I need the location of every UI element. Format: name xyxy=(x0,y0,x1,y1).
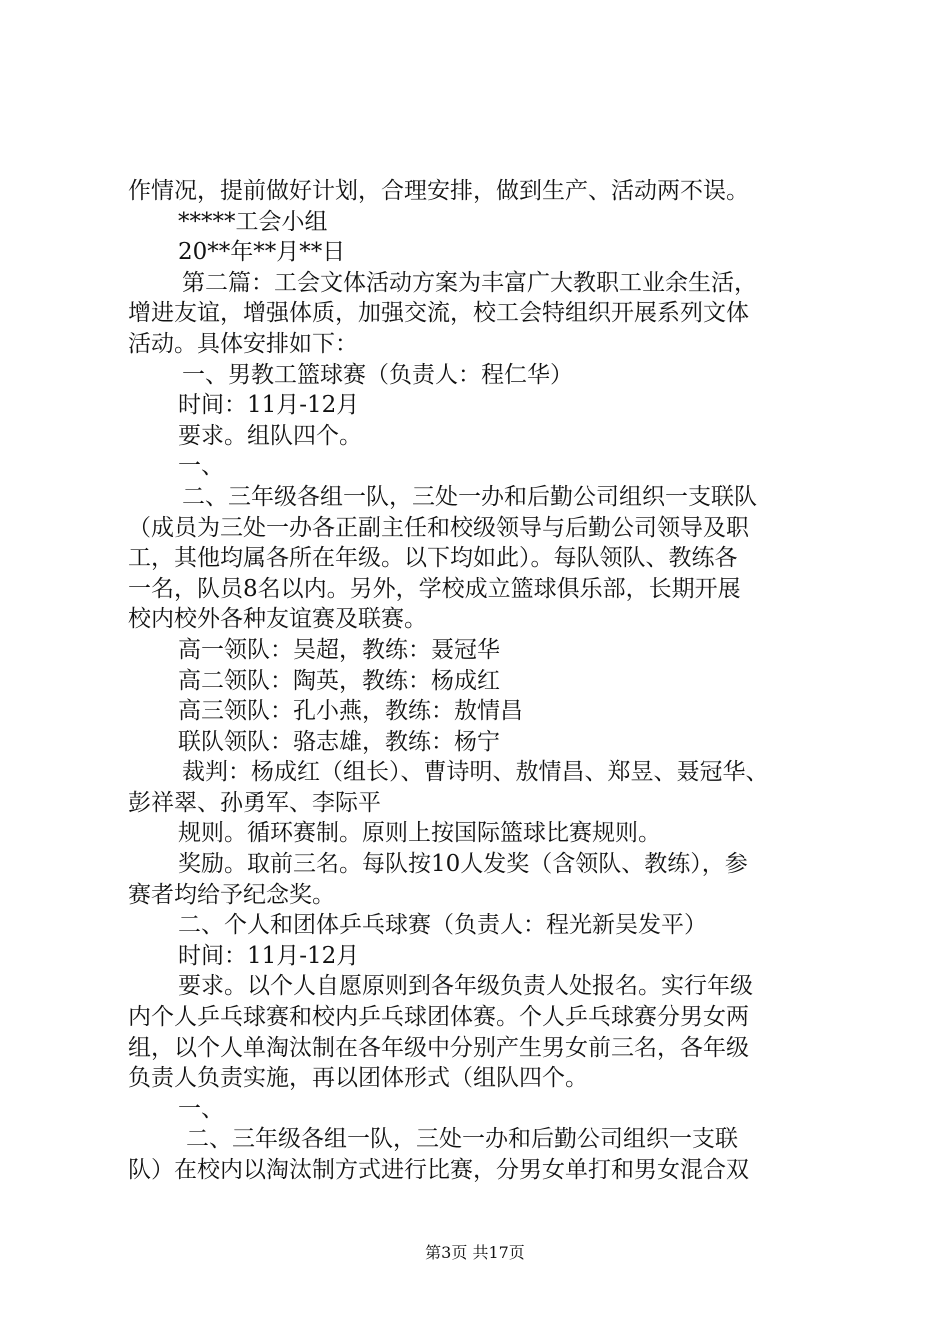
team-line: 高三领队：孔小燕，教练：敖情昌 xyxy=(178,698,523,725)
text-line: 赛者均给予纪念奖。 xyxy=(128,881,335,908)
text-line: 组，以个人单淘汰制在各年级中分别产生男女前三名，各年级 xyxy=(128,1034,749,1061)
text-line: 奖励。取前三名。每队按10人发奖（含领队、教练），参 xyxy=(178,851,748,878)
team-line: 联队领队：骆志雄，教练：杨宁 xyxy=(178,728,500,755)
text-line: 一、 xyxy=(178,453,224,480)
document-body xyxy=(128,176,838,1186)
text-line: 时间：11月-12月 xyxy=(178,942,360,969)
text-line: 一名，队员8名以内。另外，学校成立篮球俱乐部，长期开展 xyxy=(128,575,741,602)
text-line: 增进友谊，增强体质，加强交流，校工会特组织开展系列文体 xyxy=(128,300,749,327)
page-number: 第3页 共17页 xyxy=(425,1243,525,1262)
item-heading-table-tennis: 二、个人和团体乒乓球赛（负责人：程光新吴发平） xyxy=(178,912,707,939)
text-line: 要求。组队四个。 xyxy=(178,422,362,449)
text-line: 彭祥翠、孙勇军、李际平 xyxy=(128,789,381,816)
signature-date: 20**年**月**日 xyxy=(178,239,346,266)
team-line: 高一领队：吴超，教练：聂冠华 xyxy=(178,636,500,663)
text-line: 二、三年级各组一队，三处一办和后勤公司组织一支联队 xyxy=(182,483,757,510)
text-line: 工，其他均属各所在年级。以下均如此）。每队领队、教练各 xyxy=(128,545,738,572)
text-line: 活动。具体安排如下： xyxy=(128,330,358,357)
text-line: 负责人负责实施，再以团体形式（组队四个。 xyxy=(128,1065,588,1092)
referee-line: 裁判：杨成红（组长）、曹诗明、敖情昌、郑昱、聂冠华、 xyxy=(182,759,769,786)
item-heading-basketball: 一、男教工篮球赛（负责人：程仁华） xyxy=(182,361,573,388)
text-line: 内个人乒乓球赛和校内乒乓球团体赛。个人乒乓球赛分男女两 xyxy=(128,1004,749,1031)
text-line: 二、三年级各组一队，三处一办和后勤公司组织一支联 xyxy=(186,1126,738,1153)
text-line: 要求。以个人自愿原则到各年级负责人处报名。实行年级 xyxy=(178,973,753,1000)
text-line: 校内校外各种友谊赛及联赛。 xyxy=(128,606,427,633)
team-line: 高二领队：陶英，教练：杨成红 xyxy=(178,667,500,694)
text-line: 时间：11月-12月 xyxy=(178,392,360,419)
text-line: （成员为三处一办各正副主任和校级领导与后勤公司领导及职 xyxy=(128,514,749,541)
text-line: 作情况，提前做好计划，合理安排，做到生产、活动两不误。 xyxy=(128,178,749,204)
text-line: 规则。循环赛制。原则上按国际篮球比赛规则。 xyxy=(178,820,661,847)
signature-group: *****工会小组 xyxy=(178,208,328,235)
text-line: 一、 xyxy=(178,1095,224,1122)
text-line: 队）在校内以淘汰制方式进行比赛，分男女单打和男女混合双 xyxy=(128,1157,749,1183)
section-heading-part-two: 第二篇：工会文体活动方案为丰富广大教职工业余生活， xyxy=(182,269,757,296)
page-footer xyxy=(0,1242,950,1264)
